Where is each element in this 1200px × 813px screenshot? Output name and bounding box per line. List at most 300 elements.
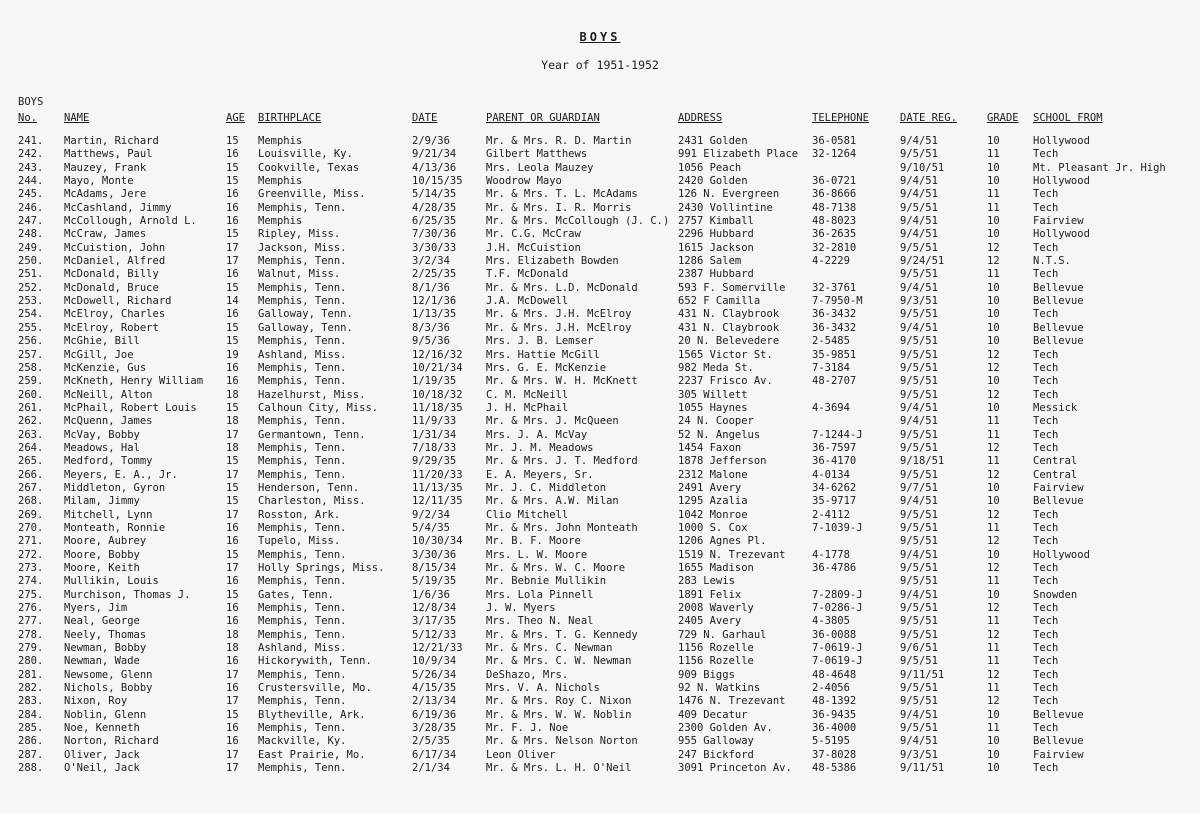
cell-telephone: 7-3184 xyxy=(812,361,850,374)
cell-date: 9/2/34 xyxy=(412,508,450,521)
cell-age: 17 xyxy=(226,468,239,481)
cell-age: 17 xyxy=(226,668,239,681)
cell-date: 5/4/35 xyxy=(412,521,450,534)
table-row xyxy=(0,669,1200,682)
cell-date-reg: 9/5/51 xyxy=(900,535,938,548)
cell-date: 10/18/32 xyxy=(412,388,463,401)
cell-address: 1565 Victor St. xyxy=(678,348,773,361)
cell-date-reg: 9/5/51 xyxy=(900,268,938,281)
table-row xyxy=(0,442,1200,455)
cell-number: 253. xyxy=(18,295,44,308)
cell-name: Meyers, E. A., Jr. xyxy=(64,468,178,481)
cell-date: 9/29/35 xyxy=(412,455,457,468)
cell-birthplace: Memphis, Tenn. xyxy=(258,548,347,561)
cell-date: 12/21/33 xyxy=(412,642,463,655)
cell-telephone: 7-0619-J xyxy=(812,655,863,668)
cell-school-from: Tech xyxy=(1033,615,1059,628)
cell-age: 16 xyxy=(226,615,239,628)
cell-date: 6/25/35 xyxy=(412,215,457,228)
cell-age: 17 xyxy=(226,241,239,254)
cell-telephone: 4-0134 xyxy=(812,468,850,481)
cell-telephone: 2-5485 xyxy=(812,335,850,348)
cell-number: 271. xyxy=(18,535,44,548)
cell-birthplace: Walnut, Miss. xyxy=(258,268,341,281)
cell-telephone: 7-0619-J xyxy=(812,642,863,655)
cell-name: McVay, Bobby xyxy=(64,428,140,441)
cell-number: 252. xyxy=(18,281,44,294)
cell-birthplace: Mackville, Ky. xyxy=(258,735,347,748)
cell-birthplace: Memphis, Tenn. xyxy=(258,575,347,588)
cell-grade: 11 xyxy=(987,615,1000,628)
cell-name: Neal, George xyxy=(64,615,140,628)
cell-date: 10/21/34 xyxy=(412,361,463,374)
cell-parent: Gilbert Matthews xyxy=(486,148,588,161)
cell-date: 3/17/35 xyxy=(412,615,457,628)
cell-date-reg: 9/5/51 xyxy=(900,682,938,695)
cell-age: 15 xyxy=(226,588,239,601)
cell-age: 16 xyxy=(226,268,239,281)
cell-number: 264. xyxy=(18,441,44,454)
cell-number: 246. xyxy=(18,201,44,214)
cell-school-from: Bellevue xyxy=(1033,495,1084,508)
header-address: ADDRESS xyxy=(678,112,723,124)
cell-name: O'Neil, Jack xyxy=(64,762,140,775)
cell-date-reg: 9/3/51 xyxy=(900,748,938,761)
cell-parent: J. H. McPhail xyxy=(486,401,569,414)
cell-age: 16 xyxy=(226,722,239,735)
table-row xyxy=(0,762,1200,775)
cell-address: 2300 Golden Av. xyxy=(678,722,773,735)
cell-date-reg: 9/5/51 xyxy=(900,615,938,628)
cell-name: Mullikin, Louis xyxy=(64,575,159,588)
cell-telephone: 36-4000 xyxy=(812,722,857,735)
cell-age: 17 xyxy=(226,255,239,268)
cell-birthplace: Greenville, Miss. xyxy=(258,188,366,201)
header-birthplace: BIRTHPLACE xyxy=(258,112,322,124)
cell-date: 5/12/33 xyxy=(412,628,457,641)
cell-parent: J.A. McDowell xyxy=(486,295,569,308)
cell-school-from: Tech xyxy=(1033,655,1059,668)
cell-age: 16 xyxy=(226,188,239,201)
cell-telephone: 36-8666 xyxy=(812,188,857,201)
cell-date-reg: 9/18/51 xyxy=(900,455,945,468)
cell-age: 16 xyxy=(226,682,239,695)
cell-telephone: 35-9851 xyxy=(812,348,857,361)
cell-number: 274. xyxy=(18,575,44,588)
cell-name: Oliver, Jack xyxy=(64,748,140,761)
header-age: AGE xyxy=(226,112,245,124)
table-row xyxy=(0,629,1200,642)
cell-parent: Mr. & Mrs. W. H. McKnett xyxy=(486,375,638,388)
cell-date-reg: 9/4/51 xyxy=(900,415,938,428)
cell-grade: 11 xyxy=(987,148,1000,161)
cell-telephone: 34-6262 xyxy=(812,481,857,494)
cell-address: 283 Lewis xyxy=(678,575,735,588)
cell-date-reg: 9/5/51 xyxy=(900,308,938,321)
table-row xyxy=(0,308,1200,321)
cell-telephone: 2-4112 xyxy=(812,508,850,521)
cell-age: 18 xyxy=(226,415,239,428)
cell-parent: Mr. & Mrs. J.H. McElroy xyxy=(486,321,632,334)
table-row xyxy=(0,562,1200,575)
cell-number: 279. xyxy=(18,642,44,655)
cell-age: 15 xyxy=(226,495,239,508)
cell-name: Newman, Wade xyxy=(64,655,140,668)
cell-number: 280. xyxy=(18,655,44,668)
table-row xyxy=(0,522,1200,535)
cell-number: 256. xyxy=(18,335,44,348)
cell-address: 1000 S. Cox xyxy=(678,521,748,534)
table-row xyxy=(0,362,1200,375)
header-grade: GRADE xyxy=(987,112,1019,124)
cell-telephone: 36-2635 xyxy=(812,228,857,241)
table-row xyxy=(0,735,1200,748)
cell-date-reg: 9/5/51 xyxy=(900,521,938,534)
cell-grade: 10 xyxy=(987,481,1000,494)
cell-parent: Woodrow Mayo xyxy=(486,175,562,188)
cell-telephone: 35-9717 xyxy=(812,495,857,508)
cell-date: 12/11/35 xyxy=(412,495,463,508)
cell-address: 2491 Avery xyxy=(678,481,742,494)
cell-school-from: Bellevue xyxy=(1033,335,1084,348)
table-row xyxy=(0,389,1200,402)
cell-address: 409 Decatur xyxy=(678,708,748,721)
cell-telephone: 32-3761 xyxy=(812,281,857,294)
cell-parent: Mr. Bebnie Mullikin xyxy=(486,575,607,588)
cell-date-reg: 9/4/51 xyxy=(900,188,938,201)
cell-school-from: Fairview xyxy=(1033,748,1084,761)
cell-parent: J.H. McCuistion xyxy=(486,241,581,254)
cell-date-reg: 9/5/51 xyxy=(900,695,938,708)
cell-birthplace: Memphis xyxy=(258,215,303,228)
cell-school-from: Tech xyxy=(1033,415,1059,428)
cell-parent: Mr. & Mrs. C. W. Newman xyxy=(486,655,632,668)
cell-telephone: 32-2810 xyxy=(812,241,857,254)
cell-name: McDonald, Billy xyxy=(64,268,159,281)
cell-birthplace: Memphis, Tenn. xyxy=(258,335,347,348)
cell-date: 2/5/35 xyxy=(412,735,450,748)
cell-grade: 10 xyxy=(987,175,1000,188)
cell-parent: C. M. McNeill xyxy=(486,388,569,401)
cell-address: 1454 Faxon xyxy=(678,441,742,454)
cell-grade: 12 xyxy=(987,388,1000,401)
cell-birthplace: Calhoun City, Miss. xyxy=(258,401,379,414)
cell-grade: 10 xyxy=(987,748,1000,761)
cell-name: Newsome, Glenn xyxy=(64,668,153,681)
cell-name: McAdams, Jere xyxy=(64,188,147,201)
cell-name: McGhie, Bill xyxy=(64,335,140,348)
cell-parent: Mr. & Mrs. T. G. Kennedy xyxy=(486,628,638,641)
cell-date: 3/30/36 xyxy=(412,548,457,561)
cell-age: 16 xyxy=(226,735,239,748)
cell-age: 16 xyxy=(226,148,239,161)
cell-number: 260. xyxy=(18,388,44,401)
table-row xyxy=(0,228,1200,241)
cell-number: 254. xyxy=(18,308,44,321)
cell-number: 282. xyxy=(18,682,44,695)
cell-birthplace: Memphis, Tenn. xyxy=(258,415,347,428)
cell-parent: Mrs. Lola Pinnell xyxy=(486,588,594,601)
cell-date: 10/15/35 xyxy=(412,175,463,188)
cell-age: 18 xyxy=(226,388,239,401)
cell-grade: 11 xyxy=(987,201,1000,214)
table-row xyxy=(0,148,1200,161)
cell-telephone: 48-8023 xyxy=(812,215,857,228)
cell-grade: 12 xyxy=(987,535,1000,548)
table-row xyxy=(0,215,1200,228)
cell-grade: 10 xyxy=(987,215,1000,228)
cell-age: 16 xyxy=(226,655,239,668)
cell-birthplace: Gates, Tenn. xyxy=(258,588,334,601)
header-parent: PARENT OR GUARDIAN xyxy=(486,112,600,124)
cell-name: Noe, Kenneth xyxy=(64,722,140,735)
cell-birthplace: Henderson, Tenn. xyxy=(258,481,360,494)
header-telephone: TELEPHONE xyxy=(812,112,869,124)
cell-grade: 10 xyxy=(987,375,1000,388)
table-row xyxy=(0,322,1200,335)
cell-address: 955 Galloway xyxy=(678,735,754,748)
cell-date: 1/6/36 xyxy=(412,588,450,601)
cell-birthplace: Memphis, Tenn. xyxy=(258,615,347,628)
cell-date: 5/14/35 xyxy=(412,188,457,201)
cell-address: 1056 Peach xyxy=(678,161,742,174)
cell-date: 9/5/36 xyxy=(412,335,450,348)
cell-telephone: 48-5386 xyxy=(812,762,857,775)
cell-age: 17 xyxy=(226,428,239,441)
cell-grade: 12 xyxy=(987,348,1000,361)
cell-birthplace: Rosston, Ark. xyxy=(258,508,341,521)
cell-number: 287. xyxy=(18,748,44,761)
cell-date: 5/26/34 xyxy=(412,668,457,681)
cell-telephone: 4-1778 xyxy=(812,548,850,561)
cell-school-from: Tech xyxy=(1033,188,1059,201)
cell-date: 2/25/35 xyxy=(412,268,457,281)
cell-parent: Mr. C.G. McCraw xyxy=(486,228,581,241)
cell-address: 305 Willett xyxy=(678,388,748,401)
table-row xyxy=(0,202,1200,215)
cell-number: 276. xyxy=(18,602,44,615)
cell-grade: 10 xyxy=(987,548,1000,561)
cell-telephone: 7-1244-J xyxy=(812,428,863,441)
cell-telephone: 4-2229 xyxy=(812,255,850,268)
cell-date: 3/30/33 xyxy=(412,241,457,254)
cell-date-reg: 9/4/51 xyxy=(900,588,938,601)
table-row xyxy=(0,589,1200,602)
cell-parent: Leon Oliver xyxy=(486,748,556,761)
cell-birthplace: Ripley, Miss. xyxy=(258,228,341,241)
cell-parent: Mr. & Mrs. J. McQueen xyxy=(486,415,619,428)
cell-age: 15 xyxy=(226,481,239,494)
page-title: BOYS xyxy=(579,30,621,44)
cell-age: 18 xyxy=(226,642,239,655)
table-row xyxy=(0,349,1200,362)
cell-grade: 10 xyxy=(987,295,1000,308)
cell-telephone: 36-0721 xyxy=(812,175,857,188)
cell-birthplace: Galloway, Tenn. xyxy=(258,321,353,334)
cell-date: 3/28/35 xyxy=(412,722,457,735)
cell-school-from: Tech xyxy=(1033,361,1059,374)
cell-parent: Mrs. J. B. Lemser xyxy=(486,335,594,348)
cell-address: 982 Meda St. xyxy=(678,361,754,374)
cell-parent: Mrs. Theo N. Neal xyxy=(486,615,594,628)
cell-date-reg: 9/4/51 xyxy=(900,175,938,188)
cell-birthplace: Memphis, Tenn. xyxy=(258,455,347,468)
table-row xyxy=(0,655,1200,668)
table-row xyxy=(0,175,1200,188)
cell-school-from: Tech xyxy=(1033,268,1059,281)
cell-school-from: Tech xyxy=(1033,628,1059,641)
cell-school-from: Fairview xyxy=(1033,481,1084,494)
cell-date: 10/30/34 xyxy=(412,535,463,548)
cell-birthplace: Memphis xyxy=(258,135,303,147)
cell-address: 1476 N. Trezevant xyxy=(678,695,786,708)
cell-date-reg: 9/5/51 xyxy=(900,201,938,214)
cell-school-from: Mt. Pleasant Jr. High xyxy=(1033,161,1166,174)
cell-telephone: 48-1392 xyxy=(812,695,857,708)
cell-grade: 10 xyxy=(987,161,1000,174)
cell-date-reg: 9/5/51 xyxy=(900,562,938,574)
table-row xyxy=(0,255,1200,268)
cell-parent: Mr. J. C. Middleton xyxy=(486,481,607,494)
cell-parent: Mrs. Elizabeth Bowden xyxy=(486,255,619,268)
cell-birthplace: Crustersville, Mo. xyxy=(258,682,372,695)
cell-school-from: Tech xyxy=(1033,562,1059,574)
cell-date: 2/1/34 xyxy=(412,762,450,775)
cell-address: 3091 Princeton Av. xyxy=(678,762,792,775)
cell-age: 16 xyxy=(226,375,239,388)
cell-name: McElroy, Charles xyxy=(64,308,166,321)
cell-telephone: 7-2809-J xyxy=(812,588,863,601)
cell-date-reg: 9/5/51 xyxy=(900,628,938,641)
cell-grade: 10 xyxy=(987,135,1000,147)
cell-parent: Mr. B. F. Moore xyxy=(486,535,581,548)
table-row xyxy=(0,402,1200,415)
cell-age: 17 xyxy=(226,562,239,574)
cell-number: 244. xyxy=(18,175,44,188)
cell-address: 2312 Malone xyxy=(678,468,748,481)
cell-birthplace: Memphis, Tenn. xyxy=(258,722,347,735)
cell-number: 268. xyxy=(18,495,44,508)
cell-date: 2/13/34 xyxy=(412,695,457,708)
cell-age: 15 xyxy=(226,335,239,348)
cell-birthplace: Memphis, Tenn. xyxy=(258,441,347,454)
cell-school-from: Hollywood xyxy=(1033,228,1090,241)
cell-parent: T.F. McDonald xyxy=(486,268,569,281)
header-name: NAME xyxy=(64,112,90,124)
cell-number: 243. xyxy=(18,161,44,174)
cell-school-from: Central xyxy=(1033,455,1078,468)
table-row xyxy=(0,615,1200,628)
cell-date-reg: 9/5/51 xyxy=(900,441,938,454)
cell-age: 17 xyxy=(226,695,239,708)
cell-date-reg: 9/4/51 xyxy=(900,708,938,721)
table-row xyxy=(0,242,1200,255)
cell-date-reg: 9/5/51 xyxy=(900,508,938,521)
cell-date-reg: 9/5/51 xyxy=(900,375,938,388)
cell-birthplace: Memphis, Tenn. xyxy=(258,521,347,534)
cell-date-reg: 9/5/51 xyxy=(900,241,938,254)
cell-date-reg: 9/5/51 xyxy=(900,428,938,441)
cell-birthplace: Memphis, Tenn. xyxy=(258,695,347,708)
cell-name: Nichols, Bobby xyxy=(64,682,153,695)
cell-age: 18 xyxy=(226,628,239,641)
cell-number: 269. xyxy=(18,508,44,521)
cell-school-from: Tech xyxy=(1033,521,1059,534)
cell-grade: 10 xyxy=(987,495,1000,508)
cell-address: 1286 Salem xyxy=(678,255,742,268)
table-row xyxy=(0,549,1200,562)
cell-address: 431 N. Claybrook xyxy=(678,321,780,334)
cell-birthplace: Memphis, Tenn. xyxy=(258,361,347,374)
cell-date-reg: 9/5/51 xyxy=(900,388,938,401)
cell-birthplace: Memphis, Tenn. xyxy=(258,255,347,268)
cell-parent: Mr. & Mrs. W. W. Noblin xyxy=(486,708,632,721)
cell-number: 263. xyxy=(18,428,44,441)
cell-date: 12/16/32 xyxy=(412,348,463,361)
cell-age: 17 xyxy=(226,748,239,761)
cell-telephone: 36-3432 xyxy=(812,308,857,321)
page-subtitle: Year of 1951-1952 xyxy=(541,58,659,72)
cell-number: 275. xyxy=(18,588,44,601)
cell-birthplace: Ashland, Miss. xyxy=(258,348,347,361)
cell-school-from: Tech xyxy=(1033,695,1059,708)
cell-telephone: 36-9435 xyxy=(812,708,857,721)
cell-address: 431 N. Claybrook xyxy=(678,308,780,321)
cell-birthplace: Hickorywith, Tenn. xyxy=(258,655,372,668)
cell-age: 16 xyxy=(226,521,239,534)
cell-birthplace: Blytheville, Ark. xyxy=(258,708,366,721)
cell-address: 2430 Vollintine xyxy=(678,201,773,214)
cell-birthplace: Holly Springs, Miss. xyxy=(258,562,385,574)
cell-birthplace: Charleston, Miss. xyxy=(258,495,366,508)
cell-number: 250. xyxy=(18,255,44,268)
cell-grade: 11 xyxy=(987,455,1000,468)
cell-name: Mauzey, Frank xyxy=(64,161,147,174)
cell-grade: 10 xyxy=(987,708,1000,721)
cell-age: 15 xyxy=(226,175,239,188)
table-row xyxy=(0,429,1200,442)
cell-age: 17 xyxy=(226,762,239,775)
cell-school-from: Hollywood xyxy=(1033,175,1090,188)
cell-telephone: 5-5195 xyxy=(812,735,850,748)
cell-telephone: 7-1039-J xyxy=(812,521,863,534)
cell-date: 4/13/36 xyxy=(412,161,457,174)
cell-grade: 12 xyxy=(987,361,1000,374)
cell-name: Moore, Bobby xyxy=(64,548,140,561)
cell-grade: 11 xyxy=(987,188,1000,201)
cell-parent: Mr. & Mrs. L.D. McDonald xyxy=(486,281,638,294)
cell-grade: 12 xyxy=(987,562,1000,574)
cell-school-from: Tech xyxy=(1033,241,1059,254)
cell-telephone: 37-8028 xyxy=(812,748,857,761)
cell-grade: 10 xyxy=(987,281,1000,294)
cell-age: 16 xyxy=(226,575,239,588)
cell-number: 248. xyxy=(18,228,44,241)
cell-name: Noblin, Glenn xyxy=(64,708,147,721)
cell-name: McCollough, Arnold L. xyxy=(64,215,197,228)
cell-school-from: Tech xyxy=(1033,602,1059,615)
cell-age: 15 xyxy=(226,161,239,174)
cell-date: 11/20/33 xyxy=(412,468,463,481)
cell-school-from: Tech xyxy=(1033,348,1059,361)
cell-grade: 11 xyxy=(987,428,1000,441)
cell-address: 1519 N. Trezevant xyxy=(678,548,786,561)
table-row xyxy=(0,575,1200,588)
cell-telephone: 36-4786 xyxy=(812,562,857,574)
cell-number: 261. xyxy=(18,401,44,414)
cell-date: 9/21/34 xyxy=(412,148,457,161)
cell-date-reg: 9/4/51 xyxy=(900,735,938,748)
